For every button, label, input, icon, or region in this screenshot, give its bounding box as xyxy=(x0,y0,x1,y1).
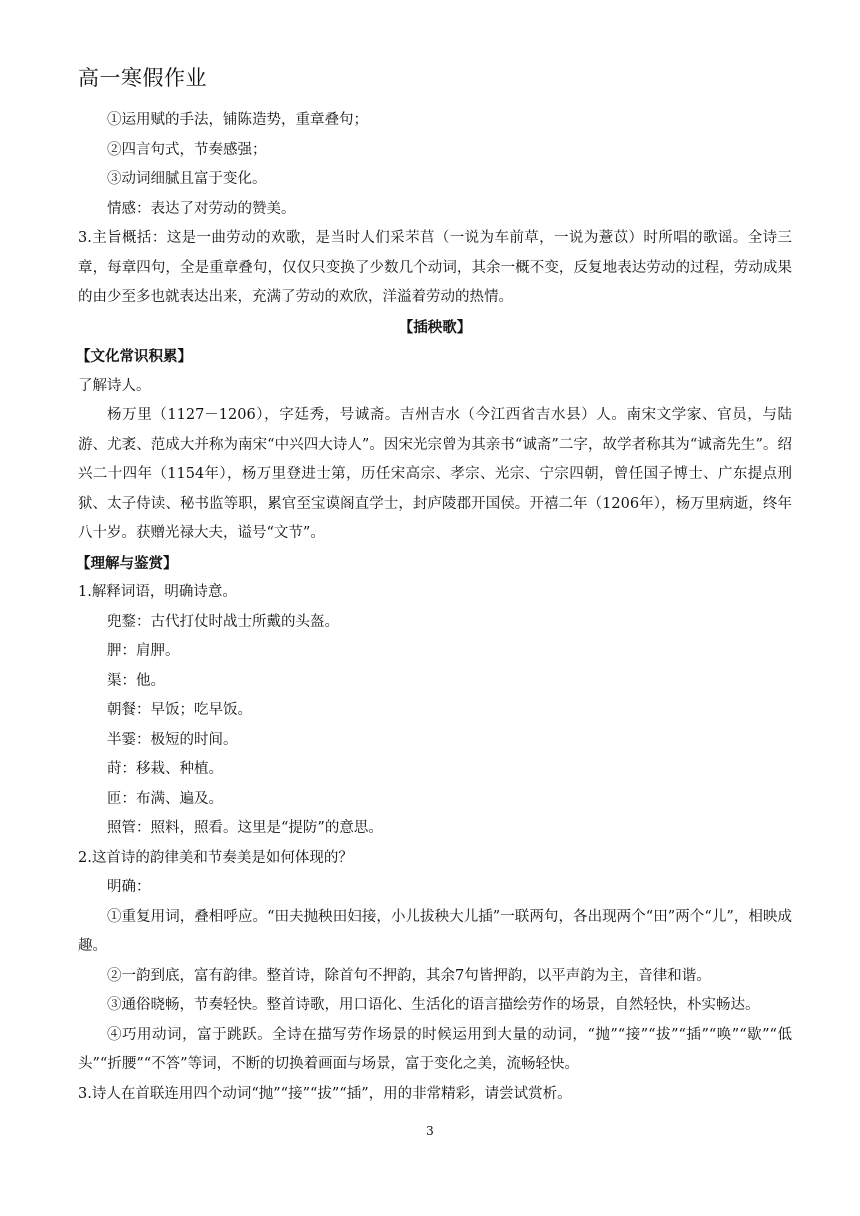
question-2: 2.这首诗的韵律美和节奏美是如何体现的？ xyxy=(78,849,353,866)
question-3: 3.诗人在首联连用四个动词“抛”“接”“拔”“插”，用的非常精彩，请尝试赏析。 xyxy=(78,1085,572,1102)
poet-biography: 杨万里（1127－1206），字廷秀，号诚斋。吉州吉水（今江西省吉水县）人。南宋文学家、官员，与陆游、尤袤、范成大并称为南宋“中兴四大诗人”。因宋光宗曾为其亲书“诚斋”二字，故学者称其为“诚斋先生”。绍兴二十四年（1154年），杨万里登进士第，历任宋高宗、孝宗、光宗、宁宗四朝，曾任国子博士、广东提点刑狱、太子侍读、秘书监等职，累官至宝谟阁直学士，封庐陵郡开国侯。开禧二年（1206年），杨万里病逝，终年八十岁。获赠光禄大夫，谥号“文节”。 xyxy=(78,407,792,541)
page-header-title: 高一寒假作业 xyxy=(78,66,207,90)
appreciation-heading: 【理解与鉴赏】 xyxy=(76,554,178,572)
glossary-item: 兜鍪：古代打仗时战士所戴的头盔。 xyxy=(107,613,339,630)
question-1: 1.解释词语，明确诗意。 xyxy=(78,584,237,600)
poem-title: 【插秧歌】 xyxy=(398,318,472,336)
answer-label: 明确： xyxy=(107,879,151,895)
feature-item-1: ①运用赋的手法，铺陈造势，重章叠句； xyxy=(107,112,368,128)
glossary-item: 朝餐：早饭；吃早饭。 xyxy=(107,702,252,718)
glossary-item: 照管：照料，照看。这里是“提防”的意思。 xyxy=(107,820,383,836)
glossary-item: 渠：他。 xyxy=(107,672,165,689)
answer-point-1: ①重复用词，叠相呼应。“田夫抛秧田妇接，小儿拔秧大儿插”一联两句，各出现两个“田”两个“儿”，相映成趣。 xyxy=(78,908,792,954)
answer-point-2: ②一韵到底，富有韵律。整首诗，除首句不押韵，其余7句皆押韵，以平声韵为主，音律和谐。 xyxy=(107,967,711,984)
culture-heading: 【文化常识积累】 xyxy=(76,348,192,365)
glossary-item: 半霎：极短的时间。 xyxy=(107,731,238,748)
theme-summary: 3.主旨概括：这是一曲劳动的欢歌，是当时人们采芣苢（一说为车前草，一说为薏苡）时所唱的歌谣。全诗三章，每章四句，全是重章叠句，仅仅只变换了少数几个动词，其余一概不变，反复地表达劳动的过程，劳动成果的由少至多也就表达出来，充满了劳动的欢欣，洋溢着劳动的热情。 xyxy=(78,230,792,305)
feature-item-3: ③动词细腻且富于变化。 xyxy=(107,171,267,187)
glossary-item: 匝：布满、遍及。 xyxy=(107,790,223,807)
document-body xyxy=(78,106,792,1109)
page-number: 3 xyxy=(426,1124,434,1138)
emotion-line: 情感：表达了对劳动的赞美。 xyxy=(107,200,296,217)
glossary-item: 胛：肩胛。 xyxy=(107,643,180,659)
answer-point-3: ③通俗晓畅，节奏轻快。整首诗歌，用口语化、生活化的语言描绘劳作的场景，自然轻快，朴实畅达。 xyxy=(107,997,760,1013)
culture-intro: 了解诗人。 xyxy=(78,377,151,394)
feature-item-2: ②四言句式，节奏感强； xyxy=(107,141,267,158)
answer-point-4: ④巧用动词，富于跳跃。全诗在描写劳作场景的时候运用到大量的动词，“抛”“接”“拔”“插”“唤”“歇”“低头”“折腰”“不答”等词，不断的切换着画面与场景，富于变化之美，流畅轻快。 xyxy=(78,1026,792,1072)
glossary-item: 莳：移栽、种植。 xyxy=(107,761,223,777)
